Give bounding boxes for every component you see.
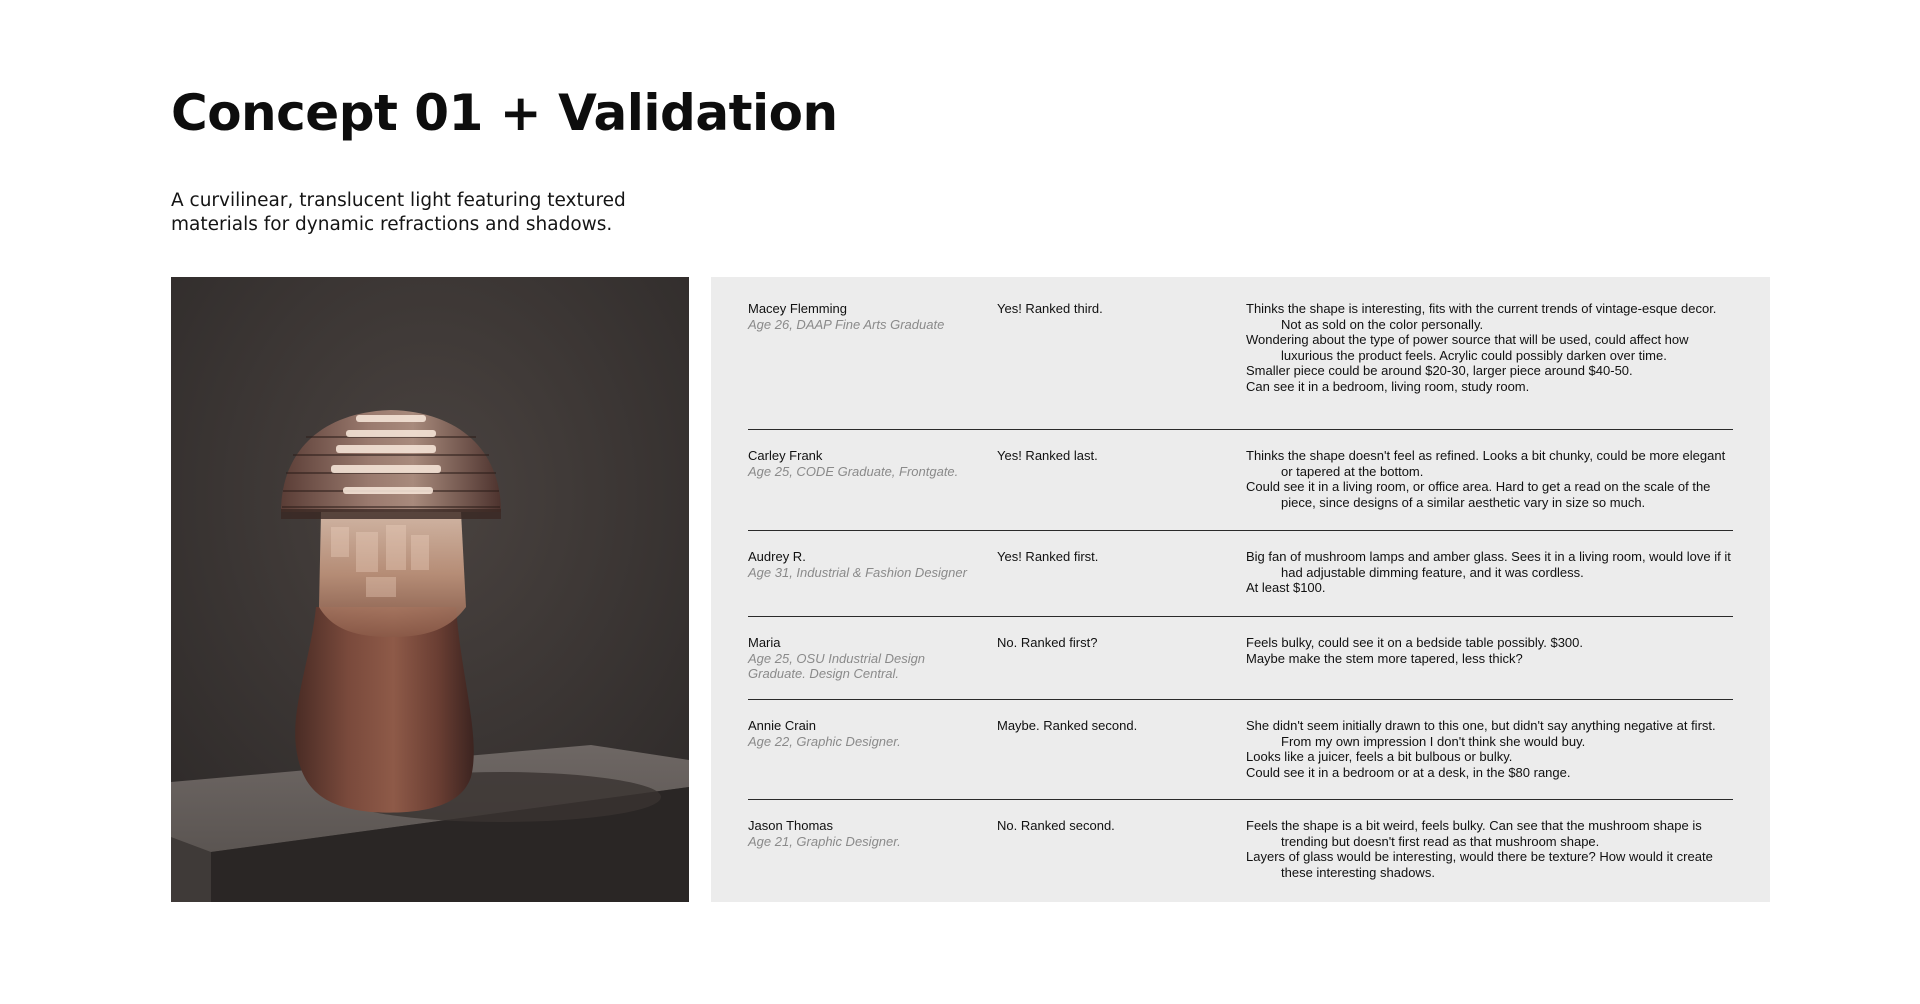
participant-ranking: Yes! Ranked first. [997,549,1099,564]
participant-meta: Age 26, DAAP Fine Arts Graduate [748,316,945,332]
feedback-note: Feels the shape is a bit weird, feels bulky. Can see that the mushroom shape is trending but doesn't first read as that mushroom shape. [1246,818,1702,849]
feedback-note: Feels bulky, could see it on a bedside table possibly. $300. [1246,635,1584,650]
participant-ranking: Yes! Ranked last. [997,448,1098,463]
feedback-row [748,800,1733,890]
participant-name: Annie Crain [748,718,816,733]
lamp-photo [171,277,689,902]
feedback-row [748,430,1733,531]
participant-ranking: No. Ranked second. [997,818,1115,833]
feedback-row [748,531,1733,617]
lamp-render-image [171,277,689,902]
participant-name: Macey Flemming [748,301,847,316]
participant-name: Audrey R. [748,549,806,564]
participant-meta: Age 31, Industrial & Fashion Designer [748,564,967,580]
feedback-note: Maybe make the stem more tapered, less thick? [1246,650,1523,666]
feedback-list [748,301,1733,890]
feedback-note: At least $100. [1246,580,1326,596]
participant-meta: Age 22, Graphic Designer. [748,733,901,749]
participant-name: Carley Frank [748,448,823,463]
participant-ranking: Maybe. Ranked second. [997,718,1138,733]
feedback-note: Looks like a juicer, feels a bit bulbous or bulky. [1246,749,1513,765]
feedback-panel [711,277,1770,902]
feedback-note: Big fan of mushroom lamps and amber glass. Sees it in a living room, would love if it had adjustable dimming feature, and it was cordless. [1246,549,1731,580]
feedback-row [748,617,1733,700]
participant-name: Jason Thomas [748,818,834,833]
feedback-row [748,301,1733,430]
feedback-note: Thinks the shape is interesting, fits with the current trends of vintage-esque decor. Not as sold on the color personally. [1246,301,1717,332]
feedback-note: Wondering about the type of power source that will be used, could affect how luxurious the product feels. Acrylic could possibly darken over time. [1246,332,1689,363]
participant-name: Maria [748,635,781,650]
participant-meta: Age 25, OSU Industrial Design Graduate. Design Central. [748,650,926,682]
feedback-note: She didn't seem initially drawn to this one, but didn't say anything negative at first. From my own impression I don't think she would buy. [1246,718,1716,749]
page-title: Concept 01 + Validation [171,84,838,142]
page-subtitle: A curvilinear, translucent light featuring textured materials for dynamic refractions and shadows. [171,190,626,235]
feedback-note: Could see it in a bedroom or at a desk, in the $80 range. [1246,764,1571,780]
feedback-row [748,700,1733,800]
feedback-note: Thinks the shape doesn't feel as refined. Looks a bit chunky, could be more elegant or tapered at the bottom. [1246,448,1726,479]
participant-ranking: Yes! Ranked third. [997,301,1103,316]
participant-ranking: No. Ranked first? [997,635,1098,650]
participant-meta: Age 21, Graphic Designer. [748,833,901,849]
feedback-note: Can see it in a bedroom, living room, study room. [1246,378,1530,394]
participant-meta: Age 25, CODE Graduate, Frontgate. [748,463,959,479]
feedback-note: Could see it in a living room, or office area. Hard to get a read on the scale of the piece, since designs of a similar aesthetic vary in size so much. [1246,479,1711,510]
feedback-note: Layers of glass would be interesting, would there be texture? How would it create these interesting shadows. [1246,849,1713,880]
feedback-note: Smaller piece could be around $20-30, larger piece around $40-50. [1246,363,1633,379]
